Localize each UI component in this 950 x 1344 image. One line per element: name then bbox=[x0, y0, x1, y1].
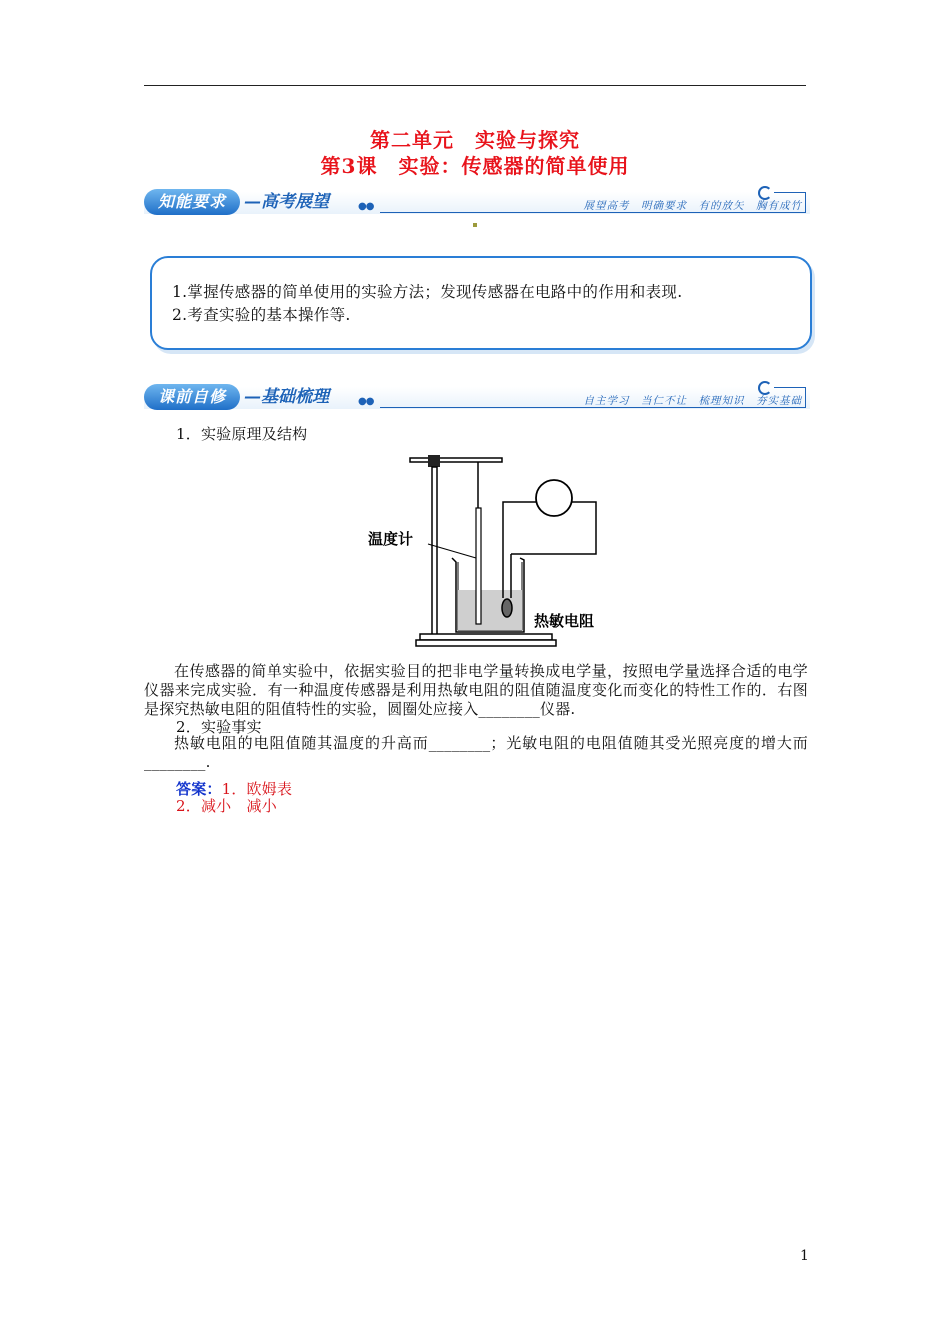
thermistor-label: 热敏电阻 bbox=[534, 612, 595, 630]
section-heading: 2．实验事实 bbox=[176, 718, 262, 736]
thermistor-element bbox=[502, 599, 512, 617]
banner-tags: 展望高考 明确要求 有的放矢 胸有成竹 bbox=[583, 200, 802, 212]
banner-subtitle: —高考展望 bbox=[244, 192, 329, 212]
principle-paragraph: 在传感器的简单实验中，依据实验目的把非电学量转换成电学量，按照电学量选择合适的电学仪器来完成实验．有一种温度传感器是利用热敏电阻的阻值随温度变化而变化的特性工作的．右图是探究热敏电阻的阻值特性的实验，圆圈处应接入________仪器. bbox=[144, 662, 808, 718]
facts-paragraph: 热敏电阻的电阻值随其温度的升高而________；光敏电阻的电阻值随其受光照亮度的增大而________. bbox=[144, 734, 808, 771]
unit-title: 第二单元 实验与探究 bbox=[370, 128, 580, 152]
meter-circle bbox=[536, 480, 572, 516]
header-rule bbox=[144, 85, 806, 86]
answer-text: 1．欧姆表 bbox=[221, 780, 293, 798]
dots-icon: ●● bbox=[358, 201, 374, 212]
section-heading: 1．实验原理及结构 bbox=[176, 425, 308, 443]
dots-icon: ●● bbox=[358, 396, 374, 407]
section-banner-requirements bbox=[144, 186, 810, 216]
requirements-box bbox=[150, 256, 812, 350]
section-banner-preview bbox=[144, 381, 810, 411]
banner-label: 知能要求 bbox=[144, 189, 240, 215]
experiment-diagram bbox=[366, 448, 626, 658]
banner-subtitle: —基础梳理 bbox=[244, 387, 329, 407]
answer-line2: 2．减小 减小 bbox=[176, 797, 277, 815]
requirement-item: 1.掌握传感器的简单使用的实验方法；发现传感器在电路中的作用和表现. bbox=[172, 283, 683, 301]
thermometer-label: 温度计 bbox=[368, 530, 414, 548]
requirement-item: 2.考查实验的基本操作等. bbox=[172, 306, 351, 324]
banner-tags: 自主学习 当仁不让 梳理知识 夯实基础 bbox=[583, 395, 802, 407]
lesson-title: 第3课 实验：传感器的简单使用 bbox=[320, 154, 630, 178]
banner-label: 课前自修 bbox=[144, 384, 240, 410]
apparatus-svg bbox=[366, 448, 626, 658]
answer-label: 答案： bbox=[176, 780, 222, 798]
page-number: 1 bbox=[800, 1248, 809, 1264]
artifact-mark bbox=[473, 223, 477, 227]
